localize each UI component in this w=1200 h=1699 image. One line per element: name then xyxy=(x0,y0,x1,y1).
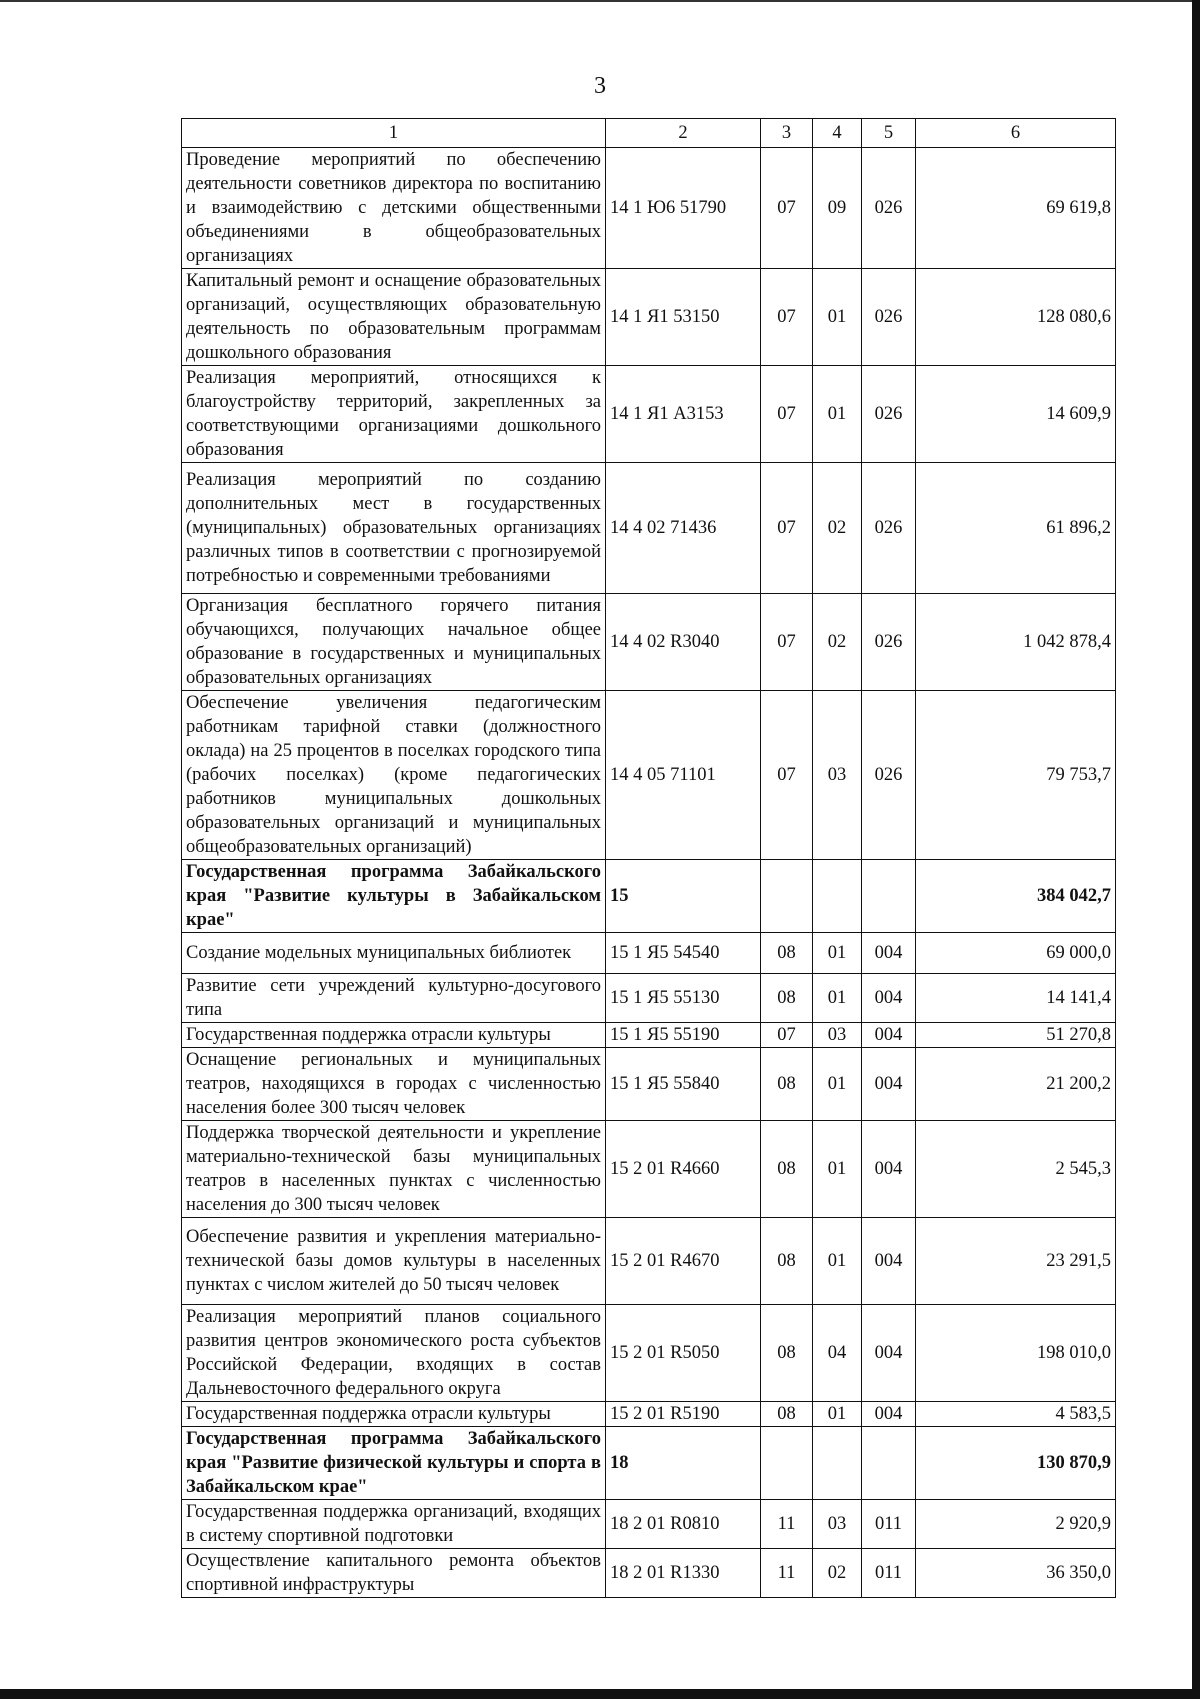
row-section-cell: 11 xyxy=(761,1500,813,1549)
row-expense-type-cell xyxy=(862,860,916,933)
row-name-cell: Государственная поддержка организаций, входящих в систему спортивной подготовки xyxy=(182,1500,606,1549)
row-expense-type-cell: 004 xyxy=(862,1121,916,1218)
row-amount-cell: 1 042 878,4 xyxy=(916,594,1116,691)
row-code-cell: 18 2 01 R0810 xyxy=(606,1500,761,1549)
row-name-cell: Государственная поддержка отрасли культуры xyxy=(182,1402,606,1427)
table-row xyxy=(182,1048,1116,1121)
row-section-cell: 08 xyxy=(761,1218,813,1305)
row-section-cell: 08 xyxy=(761,933,813,974)
row-expense-type-cell: 004 xyxy=(862,974,916,1023)
row-subsection-cell: 01 xyxy=(813,1048,862,1121)
row-section-cell xyxy=(761,1427,813,1500)
row-expense-type-cell: 011 xyxy=(862,1500,916,1549)
row-subsection-cell: 01 xyxy=(813,269,862,366)
row-expense-type-cell: 026 xyxy=(862,148,916,269)
row-expense-type-cell: 004 xyxy=(862,1218,916,1305)
row-code-cell: 14 1 Ю6 51790 xyxy=(606,148,761,269)
scan-edge-bottom xyxy=(0,1689,1200,1699)
row-code-cell: 14 1 Я1 А3153 xyxy=(606,366,761,463)
row-name-cell: Капитальный ремонт и оснащение образовательных организаций, осуществляющих образовательную деятельность по образовательным программам дошкольного образования xyxy=(182,269,606,366)
page-number: 3 xyxy=(594,73,606,99)
table-row xyxy=(182,148,1116,269)
row-expense-type-cell: 026 xyxy=(862,594,916,691)
row-subsection-cell xyxy=(813,860,862,933)
row-code-cell: 15 2 01 R4660 xyxy=(606,1121,761,1218)
row-subsection-cell: 01 xyxy=(813,1121,862,1218)
row-code-cell: 15 1 Я5 54540 xyxy=(606,933,761,974)
row-section-cell: 07 xyxy=(761,1023,813,1048)
row-amount-cell: 61 896,2 xyxy=(916,463,1116,594)
table-body xyxy=(182,119,1116,1598)
header-col-6: 6 xyxy=(916,119,1116,148)
row-code-cell: 15 2 01 R5050 xyxy=(606,1305,761,1402)
row-amount-cell: 2 920,9 xyxy=(916,1500,1116,1549)
row-amount-cell: 2 545,3 xyxy=(916,1121,1116,1218)
row-section-cell: 08 xyxy=(761,1305,813,1402)
row-code-cell: 18 xyxy=(606,1427,761,1500)
row-amount-cell: 14 609,9 xyxy=(916,366,1116,463)
row-expense-type-cell: 011 xyxy=(862,1549,916,1598)
row-amount-cell: 21 200,2 xyxy=(916,1048,1116,1121)
header-col-3: 3 xyxy=(761,119,813,148)
row-subsection-cell: 01 xyxy=(813,1402,862,1427)
row-subsection-cell: 01 xyxy=(813,933,862,974)
row-section-cell: 08 xyxy=(761,974,813,1023)
row-expense-type-cell: 004 xyxy=(862,933,916,974)
row-expense-type-cell: 004 xyxy=(862,1048,916,1121)
row-expense-type-cell: 004 xyxy=(862,1402,916,1427)
row-amount-cell: 4 583,5 xyxy=(916,1402,1116,1427)
row-amount-cell: 198 010,0 xyxy=(916,1305,1116,1402)
row-code-cell: 14 4 02 71436 xyxy=(606,463,761,594)
row-section-cell: 07 xyxy=(761,269,813,366)
header-col-5: 5 xyxy=(862,119,916,148)
row-name-cell: Поддержка творческой деятельности и укрепление материально-технической базы муниципальных театров в населенных пунктах с численностью населения до 300 тысяч человек xyxy=(182,1121,606,1218)
row-amount-cell: 69 000,0 xyxy=(916,933,1116,974)
table-row xyxy=(182,463,1116,594)
row-subsection-cell: 01 xyxy=(813,366,862,463)
table-row xyxy=(182,1500,1116,1549)
table-row xyxy=(182,366,1116,463)
row-name-cell: Осуществление капитального ремонта объектов спортивной инфраструктуры xyxy=(182,1549,606,1598)
row-code-cell: 14 4 02 R3040 xyxy=(606,594,761,691)
row-amount-cell: 36 350,0 xyxy=(916,1549,1116,1598)
row-amount-cell: 69 619,8 xyxy=(916,148,1116,269)
row-section-cell: 11 xyxy=(761,1549,813,1598)
row-name-cell: Государственная программа Забайкальского края "Развитие культуры в Забайкальском крае" xyxy=(182,860,606,933)
row-subsection-cell: 01 xyxy=(813,974,862,1023)
table-row xyxy=(182,860,1116,933)
row-amount-cell: 128 080,6 xyxy=(916,269,1116,366)
row-subsection-cell: 02 xyxy=(813,1549,862,1598)
row-expense-type-cell: 004 xyxy=(862,1023,916,1048)
row-subsection-cell: 02 xyxy=(813,594,862,691)
header-col-4: 4 xyxy=(813,119,862,148)
header-col-1: 1 xyxy=(182,119,606,148)
row-section-cell: 07 xyxy=(761,463,813,594)
row-name-cell: Создание модельных муниципальных библиотек xyxy=(182,933,606,974)
row-name-cell: Оснащение региональных и муниципальных театров, находящихся в городах с численностью населения более 300 тысяч человек xyxy=(182,1048,606,1121)
table-row xyxy=(182,974,1116,1023)
table-header-row xyxy=(182,119,1116,148)
table-row xyxy=(182,1305,1116,1402)
row-name-cell: Реализация мероприятий, относящихся к благоустройству территорий, закрепленных за соответствующими организациями дошкольного образования xyxy=(182,366,606,463)
row-amount-cell: 23 291,5 xyxy=(916,1218,1116,1305)
row-expense-type-cell: 026 xyxy=(862,463,916,594)
row-name-cell: Реализация мероприятий по созданию дополнительных мест в государственных (муниципальных) образовательных организациях различных типов в соответствии с прогнозируемой потребностью и современными требованиями xyxy=(182,463,606,594)
row-code-cell: 15 xyxy=(606,860,761,933)
table-row xyxy=(182,269,1116,366)
table-row xyxy=(182,1121,1116,1218)
row-name-cell: Проведение мероприятий по обеспечению деятельности советников директора по воспитанию и взаимодействию с детскими общественными объединениями в общеобразовательных организациях xyxy=(182,148,606,269)
table-row xyxy=(182,1402,1116,1427)
row-subsection-cell: 01 xyxy=(813,1218,862,1305)
row-subsection-cell xyxy=(813,1427,862,1500)
row-amount-cell: 51 270,8 xyxy=(916,1023,1116,1048)
row-amount-cell: 79 753,7 xyxy=(916,691,1116,860)
row-code-cell: 15 1 Я5 55840 xyxy=(606,1048,761,1121)
row-name-cell: Реализация мероприятий планов социального развития центров экономического роста субъектов Российской Федерации, входящих в состав Дальневосточного федерального округа xyxy=(182,1305,606,1402)
row-section-cell: 08 xyxy=(761,1048,813,1121)
row-name-cell: Обеспечение развития и укрепления материально-технической базы домов культуры в населенных пунктах с числом жителей до 50 тысяч человек xyxy=(182,1218,606,1305)
table-row xyxy=(182,933,1116,974)
row-name-cell: Организация бесплатного горячего питания обучающихся, получающих начальное общее образование в государственных и муниципальных образовательных организациях xyxy=(182,594,606,691)
row-code-cell: 15 2 01 R5190 xyxy=(606,1402,761,1427)
scan-edge-top xyxy=(0,0,1200,2)
row-subsection-cell: 03 xyxy=(813,691,862,860)
table-row xyxy=(182,594,1116,691)
row-amount-cell: 384 042,7 xyxy=(916,860,1116,933)
row-expense-type-cell: 026 xyxy=(862,269,916,366)
row-section-cell: 07 xyxy=(761,691,813,860)
row-code-cell: 15 1 Я5 55130 xyxy=(606,974,761,1023)
table-row xyxy=(182,1218,1116,1305)
row-section-cell: 07 xyxy=(761,594,813,691)
row-name-cell: Обеспечение увеличения педагогическим работникам тарифной ставки (должностного оклада) на 25 процентов в поселках городского типа (рабочих поселках) (кроме педагогических работников муниципальных дошкольных образовательных организаций и муниципальных общеобразовательных организаций) xyxy=(182,691,606,860)
row-subsection-cell: 03 xyxy=(813,1500,862,1549)
row-code-cell: 18 2 01 R1330 xyxy=(606,1549,761,1598)
row-section-cell: 08 xyxy=(761,1121,813,1218)
row-subsection-cell: 02 xyxy=(813,463,862,594)
budget-table xyxy=(181,118,1116,1598)
table-row xyxy=(182,1549,1116,1598)
row-expense-type-cell: 026 xyxy=(862,366,916,463)
row-section-cell: 08 xyxy=(761,1402,813,1427)
table-row xyxy=(182,1023,1116,1048)
table-row xyxy=(182,691,1116,860)
scan-edge-right xyxy=(1192,0,1200,1699)
row-name-cell: Государственная программа Забайкальского края "Развитие физической культуры и спорта в Забайкальском крае" xyxy=(182,1427,606,1500)
row-code-cell: 14 1 Я1 53150 xyxy=(606,269,761,366)
header-col-2: 2 xyxy=(606,119,761,148)
row-expense-type-cell xyxy=(862,1427,916,1500)
row-section-cell xyxy=(761,860,813,933)
row-section-cell: 07 xyxy=(761,148,813,269)
row-expense-type-cell: 026 xyxy=(862,691,916,860)
row-expense-type-cell: 004 xyxy=(862,1305,916,1402)
row-subsection-cell: 04 xyxy=(813,1305,862,1402)
row-section-cell: 07 xyxy=(761,366,813,463)
row-code-cell: 15 1 Я5 55190 xyxy=(606,1023,761,1048)
row-amount-cell: 130 870,9 xyxy=(916,1427,1116,1500)
row-name-cell: Государственная поддержка отрасли культуры xyxy=(182,1023,606,1048)
row-subsection-cell: 09 xyxy=(813,148,862,269)
row-subsection-cell: 03 xyxy=(813,1023,862,1048)
table-row xyxy=(182,1427,1116,1500)
row-code-cell: 15 2 01 R4670 xyxy=(606,1218,761,1305)
row-amount-cell: 14 141,4 xyxy=(916,974,1116,1023)
row-code-cell: 14 4 05 71101 xyxy=(606,691,761,860)
row-name-cell: Развитие сети учреждений культурно-досугового типа xyxy=(182,974,606,1023)
